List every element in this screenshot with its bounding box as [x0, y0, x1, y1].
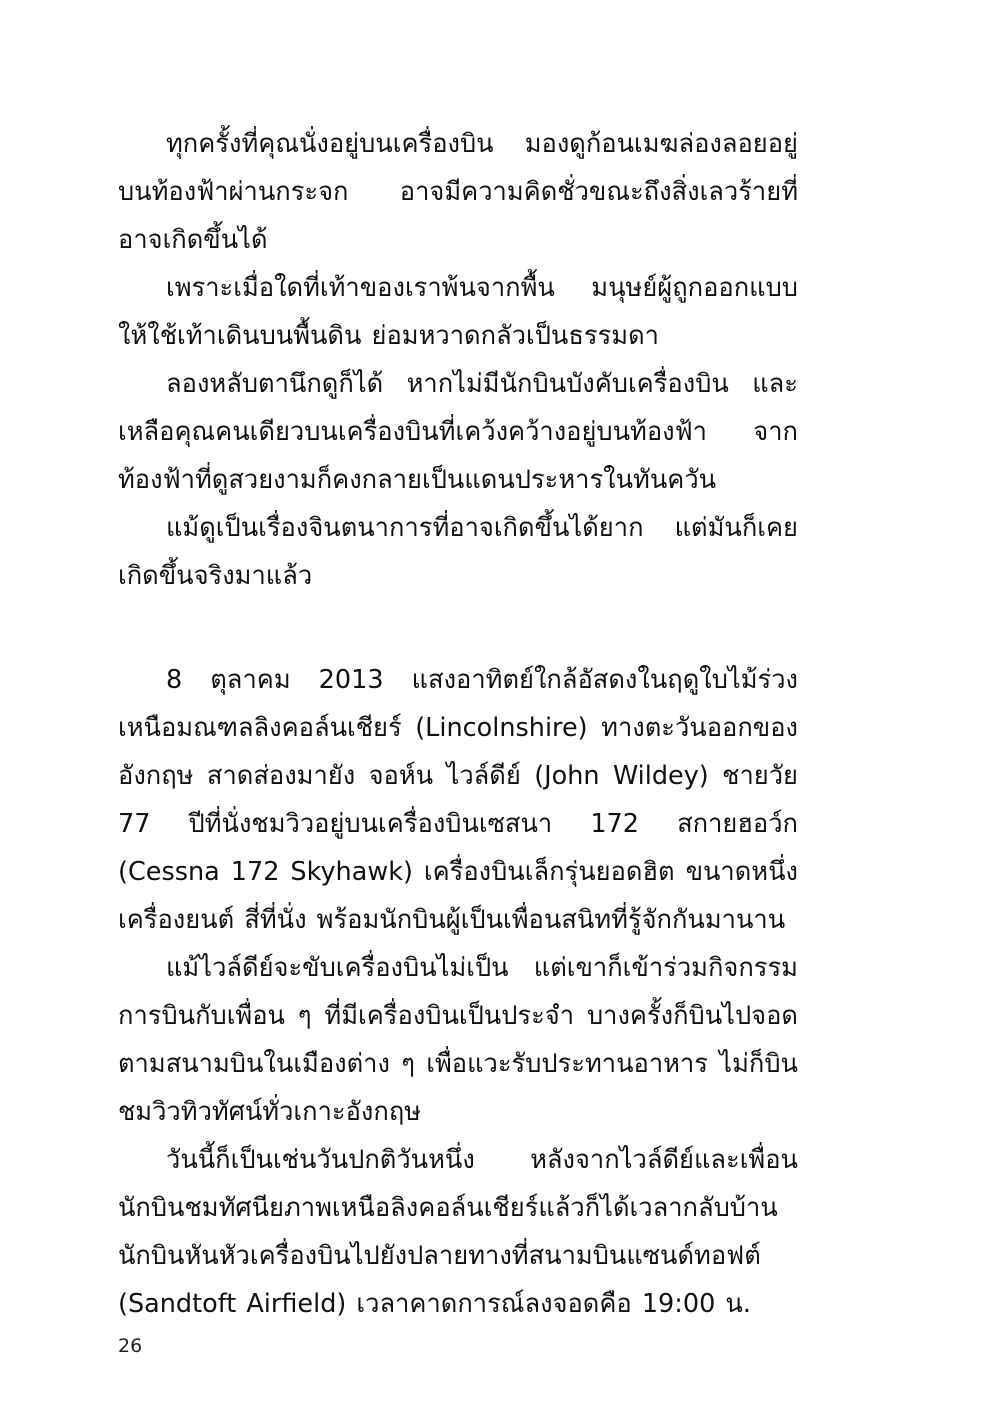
paragraph-1: ทุกครั้งที่คุณนั่งอยู่บนเครื่องบิน มองดูก้อนเมฆล่องลอยอยู่บนท้องฟ้าผ่านกระจก อาจมีความคิดชั่วขณะถึงสิ่งเลวร้ายที่อาจเกิดขึ้นได้: [118, 129, 798, 255]
paragraph-6: แม้ไวล์ดีย์จะขับเครื่องบินไม่เป็น แต่เขาก็เข้าร่วมกิจกรรมการบินกับเพื่อน ๆ ที่มีเครื่องบินเป็นประจำ บางครั้งก็บินไปจอดตามสนามบินในเมืองต่าง ๆ เพื่อแวะรับประทานอาหาร ไม่ก็บินชมวิวทิวทัศน์ทั่วเกาะอังกฤษ: [118, 953, 798, 1127]
paragraph-4: แม้ดูเป็นเรื่องจินตนาการที่อาจเกิดขึ้นได้ยาก แต่มันก็เคยเกิดขึ้นจริงมาแล้ว: [118, 513, 798, 591]
paragraph-2: เพราะเมื่อใดที่เท้าของเราพ้นจากพื้น มนุษย์ผู้ถูกออกแบบให้ใช้เท้าเดินบนพื้นดิน ย่อมหวาดกลัวเป็นธรรมดา: [118, 273, 798, 351]
body-text: [118, 120, 798, 1328]
page-number: 26: [118, 1335, 143, 1357]
paragraph-3: ลองหลับตานึกดูก็ได้ หากไม่มีนักบินบังคับเครื่องบิน และเหลือคุณคนเดียวบนเครื่องบินที่เคว้งคว้างอยู่บนท้องฟ้า จากท้องฟ้าที่ดูสวยงามก็คงกลายเป็นแดนประหารในทันควัน: [118, 369, 798, 495]
paragraph-5: 8 ตุลาคม 2013 แสงอาทิตย์ใกล้อัสดงในฤดูใบไม้ร่วงเหนือมณฑลลิงคอล์นเชียร์ (Lincolnshire) ทางตะวันออกของอังกฤษ สาดส่องมายัง จอห์น ไวล์ดีย์ (John Wildey) ชายวัย 77 ปีที่นั่งชมวิวอยู่บนเครื่องบินเซสนา 172 สกายฮอว์ก (Cessna 172 Skyhawk) เครื่องบินเล็กรุ่นยอดฮิต ขนาดหนึ่งเครื่องยนต์ สี่ที่นั่ง พร้อมนักบินผู้เป็นเพื่อนสนิทที่รู้จักกันมานาน: [118, 665, 798, 935]
paragraph-7: วันนี้ก็เป็นเช่นวันปกติวันหนึ่ง หลังจากไวล์ดีย์และเพื่อนนักบินชมทัศนียภาพเหนือลิงคอล์นเชียร์แล้วก็ได้เวลากลับบ้าน นักบินหันหัวเครื่องบินไปยังปลายทางที่สนามบินแซนด์ทอฟต์ (Sandtoft Airfield) เวลาคาดการณ์ลงจอดคือ 19:00 น.: [118, 1145, 798, 1319]
